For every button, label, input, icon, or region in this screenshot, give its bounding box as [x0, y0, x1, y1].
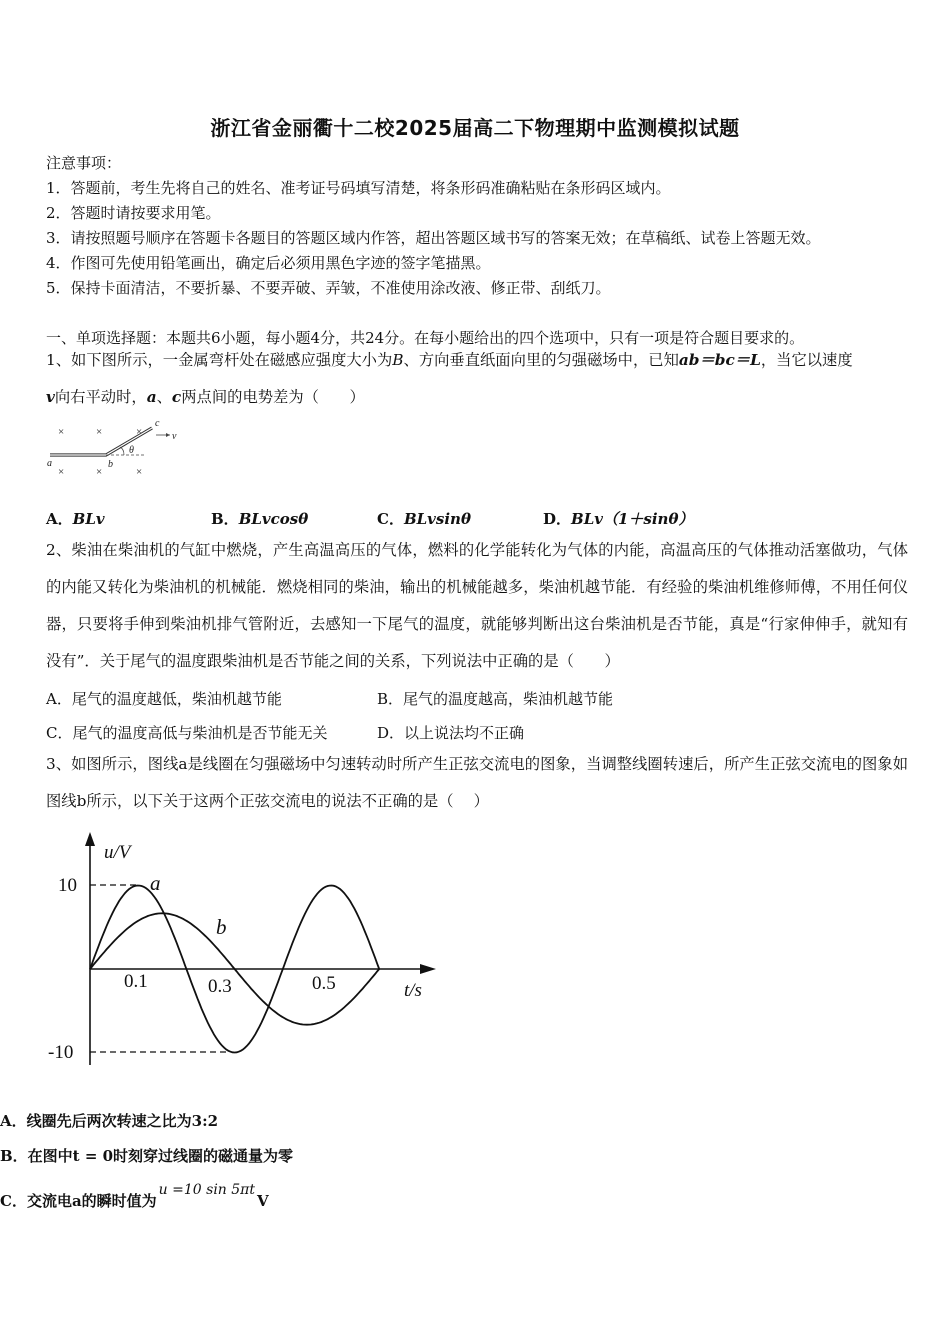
q2-option-b: B．尾气的温度越高，柴油机越节能 — [377, 690, 614, 708]
question-2-stem: 2、柴油在柴油机的气缸中燃烧，产生高温高压的气体，燃料的化学能转化为气体的内能，高温高压的气体推动活塞做功，气体的内能又转化为柴油机的机械能．燃烧相同的柴油，输出的机械能越多，柴油机越节能．有经验的柴油机维修师傅，不用任何仪器，只要将手伸到柴油机排气管附近，去感知一下尾气的温度，就能够判断出这台柴油机是否节能，真是“行家伸伸手，就知有没有”．关于尾气的温度跟柴油机是否节能之间的关系，下列说法中正确的是（ ） — [46, 541, 908, 670]
question-3-stem: 3、如图所示，图线a是线圈在匀强磁场中匀速转动时所产生正弦交流电的图象，当调整线圈转速后，所产生正弦交流电的图象如图线b所示，以下关于这两个正弦交流电的说法不正确的是（ ） — [46, 755, 908, 810]
page-title: 浙江省金丽衢十二校2025届高二下物理期中监测模拟试题 — [210, 116, 740, 140]
field-cross: × — [136, 426, 143, 438]
notice-item: 5．保持卡面清洁，不要折暴、不要弄破、弄皱，不准使用涂改液、修正带、刮纸刀。 — [46, 279, 611, 297]
angle-theta-label: θ — [129, 445, 134, 456]
q1-option-d: D．BLv（1＋sinθ） — [543, 510, 694, 528]
x-tick-label: 0.5 — [312, 973, 336, 994]
field-cross: × — [96, 466, 103, 478]
field-cross: × — [96, 426, 103, 438]
series-b-label: b — [216, 915, 227, 939]
q3-option-a: A．线圈先后两次转速之比为3:2 — [0, 1112, 219, 1130]
notice-item: 3．请按照题号顺序在答题卡各题目的答题区域内作答，超出答题区域书写的答案无效；在草稿纸、试卷上答题无效。 — [46, 229, 821, 247]
q1-option-b: B．BLvcosθ — [211, 510, 309, 528]
notice-heading: 注意事项： — [46, 154, 122, 172]
q2-option-d: D．以上说法均不正确 — [377, 724, 525, 742]
field-cross: × — [136, 466, 143, 478]
q1-option-a: A．BLv — [46, 510, 105, 528]
notice-item: 4．作图可先使用铅笔画出，确定后必须用黑色字迹的签字笔描黑。 — [46, 254, 491, 272]
field-cross: × — [58, 466, 65, 478]
bent-rod-figure — [44, 418, 194, 480]
point-c-label: c — [155, 418, 160, 429]
q3-option-c: C．交流电a的瞬时值为u =10 sin 5πtV — [0, 1182, 269, 1210]
q2-option-c: C．尾气的温度高低与柴油机是否节能无关 — [46, 724, 328, 742]
formula: u =10 sin 5πt — [158, 1182, 255, 1198]
point-b-label: b — [108, 459, 113, 470]
question-1-stem: 1、如下图所示，一金属弯杆处在磁感应强度大小为B、方向垂直纸面向里的匀强磁场中，已知ab＝bc＝L，当它以速度 v向右平动时，a、c两点间的电势差为（ ） — [46, 351, 853, 406]
notice-item: 1．答题前，考生先将自己的姓名、准考证号码填写清楚，将条形码准确粘贴在条形码区域内。 — [46, 179, 671, 197]
q2-option-a: A．尾气的温度越低，柴油机越节能 — [46, 690, 282, 708]
x-tick-label: 0.3 — [208, 976, 232, 997]
y-axis-label: u/V — [104, 842, 131, 863]
point-a-label: a — [47, 458, 52, 469]
series-a-label: a — [150, 871, 161, 895]
field-cross: × — [58, 426, 65, 438]
velocity-label: v — [172, 431, 177, 442]
section-heading: 一、单项选择题：本题共6小题，每小题4分，共24分。在每小题给出的四个选项中，只有一项是符合题目要求的。 — [46, 329, 805, 347]
y-tick-label: -10 — [48, 1042, 74, 1063]
x-tick-label: 0.1 — [124, 971, 148, 992]
x-axis-label: t/s — [404, 980, 422, 1001]
ac-waveform-chart — [40, 830, 450, 1075]
notice-item: 2．答题时请按要求用笔。 — [46, 204, 221, 222]
q1-option-c: C．BLvsinθ — [377, 510, 471, 528]
q3-option-b: B．在图中t = 0时刻穿过线圈的磁通量为零 — [0, 1147, 294, 1165]
y-tick-label: 10 — [58, 875, 77, 896]
